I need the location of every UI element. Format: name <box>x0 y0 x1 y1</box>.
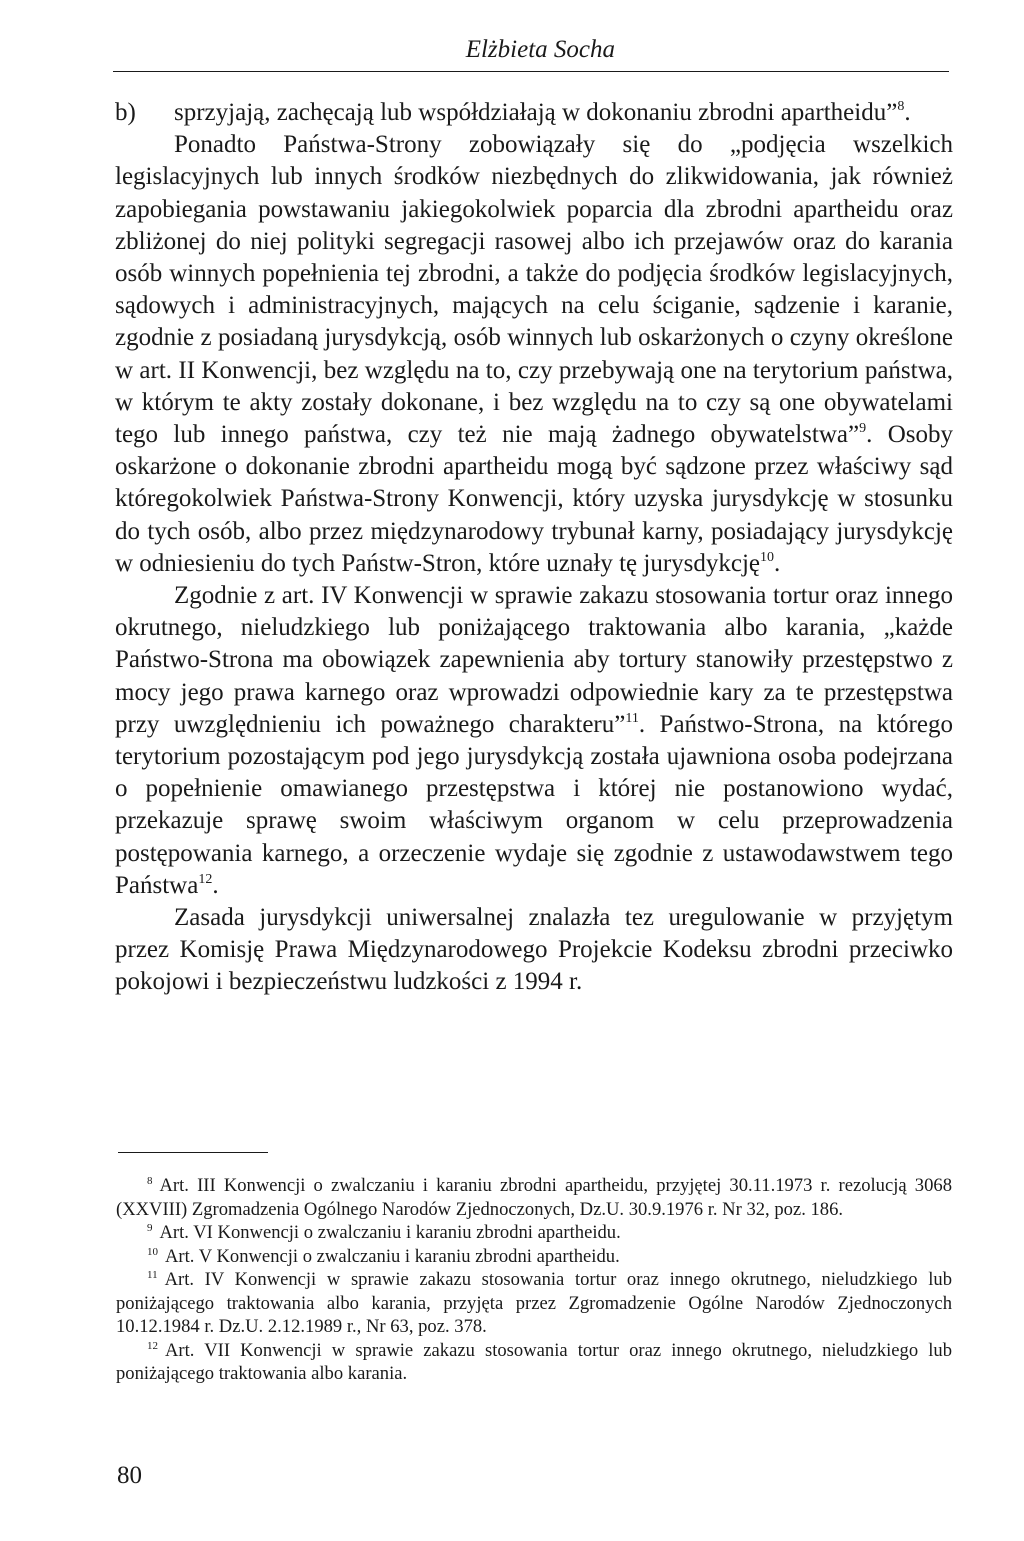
footnote-number: 10 <box>147 1245 158 1258</box>
paragraph <box>115 902 953 999</box>
footnote-number: 8 <box>147 1175 153 1187</box>
footnote <box>116 1174 952 1221</box>
footnote <box>116 1221 952 1245</box>
footnote-text: Art. VI Konwencji o zwalczaniu i karaniu zbrodni apartheidu. <box>159 1222 621 1243</box>
footnote-text: Art. IV Konwencji w sprawie zakazu stosowania tortur oraz innego okrutnego, nieludzkiego lub poniżającego traktowania albo karania, przyjęta przez Zgromadzenie Ogólne Narodów Zjednoczonych 10.12.1984 r. Dz.U. 2.12.1989 r., Nr 63, poz. 378. <box>116 1269 952 1337</box>
footnote <box>116 1339 952 1386</box>
paragraph-text: Zasada jurysdykcji uniwersalnej znalazła tez uregulowanie w przyjętym przez Komisję Prawa Międzynarodowego Projekcie Kodeksu zbrodni przeciwko pokojowi i bezpieczeństwu ludzkości z 1994 r. <box>115 904 953 996</box>
list-marker: b) <box>115 99 136 126</box>
footnote-ref: 8 <box>897 99 905 114</box>
footnote-ref: 11 <box>625 710 639 726</box>
footnote <box>116 1245 952 1269</box>
footnote-text: Art. III Konwencji o zwalczaniu i karaniu zbrodni apartheidu, przyjętej 30.11.1973 r. rezolucją 3068 (XXVIII) Zgromadzenia Ogólnego Narodów Zjednoczonych, Dz.U. 30.9.1976 r. Nr 32, poz. 186. <box>116 1175 952 1220</box>
paragraph-text: Ponadto Państwa-Strony zobowiązały się do „podjęcia wszelkich legislacyjnych lub innych środków niezbędnych do zlikwidowania, jak również zapobiegania powstawaniu jakiegokolwiek poparcia dla zbrodni apartheidu oraz zbliżonej do niej polityki segregacji rasowej albo ich przejawów oraz do karania osób winnych popełnienia tej zbrodni, a także do podjęcia środków legislacyjnych, sądowych i administracyjnych, mających na celu ściganie, sądzenie i karanie, zgodnie z posiadaną jurysdykcją, osób winnych lub oskarżonych o czyny określone w art. II Konwencji, bez względu na to, czy przebywają one na terytorium państwa, w którym te akty zostały dokonane, i bez względu na to czy są one obywatelami tego lub innego państwa, czy też nie mają żadnego obywatelstwa” <box>115 131 953 449</box>
footnotes <box>116 1174 952 1386</box>
running-header-author: Elżbieta Socha <box>465 36 615 63</box>
list-item-b <box>115 97 953 129</box>
sentence-end: . <box>212 871 219 899</box>
footnote-ref: 9 <box>859 421 867 437</box>
footnote-number: 9 <box>147 1222 153 1234</box>
page-number: 80 <box>117 1462 142 1489</box>
footnote-ref: 12 <box>198 871 213 887</box>
header-rule <box>113 71 949 72</box>
sentence-end: . <box>774 549 781 577</box>
footnote <box>116 1268 952 1339</box>
sentence-end: . <box>904 99 911 126</box>
paragraph <box>115 580 953 902</box>
footnote-number: 11 <box>147 1269 158 1281</box>
footnote-text: Art. V Konwencji o zwalczaniu i karaniu zbrodni apartheidu. <box>165 1245 620 1267</box>
main-text <box>115 97 953 999</box>
footnote-ref: 10 <box>760 549 775 565</box>
paragraph-text: Zgodnie z art. IV Konwencji w sprawie zakazu stosowania tortur oraz innego okrutnego, nieludzkiego lub poniżającego traktowania albo karania, „każde Państwo-Strona ma obowiązek zapewnienia aby tortury stanowiły przestępstwo z mocy jego prawa karnego oraz wprowadzi odpowiednie kary za te przestępstwa przy uwzględnieniu ich poważnego charakteru” <box>115 582 953 738</box>
footnote-text: Art. VII Konwencji w sprawie zakazu stosowania tortur oraz innego okrutnego, nieludzkiego lub poniżającego traktowania albo karania. <box>116 1339 952 1384</box>
footnote-number: 12 <box>147 1339 158 1352</box>
footnote-separator <box>118 1152 268 1153</box>
list-item-text: sprzyjają, zachęcają lub współdziałają w dokonaniu zbrodni apartheidu” <box>174 99 898 126</box>
paragraph-text: . Państwo-Strona, na którego terytorium pozostającym pod jego jurysdykcją została ujawniona osoba podejrzana o popełnienie omawianego przestępstwa i której nie postanowiono wydać, przekazuje sprawę swoim właściwym organom w celu przeprowadzenia postępowania karnego, a orzeczenie wydaje się zgodnie z ustawodawstwem tego Państwa <box>115 710 953 899</box>
paragraph-text: . Osoby oskarżone o dokonanie zbrodni apartheidu mogą być sądzone przez właściwy sąd któregokolwiek Państwa-Strony Konwencji, który uzyska jurysdykcję w stosunku do tych osób, albo przez międzynarodowy trybunał karny, posiadający jurysdykcję w odniesieniu do tych Państw-Stron, które uznały tę jurysdykcję <box>115 421 953 577</box>
paragraph <box>115 129 953 580</box>
